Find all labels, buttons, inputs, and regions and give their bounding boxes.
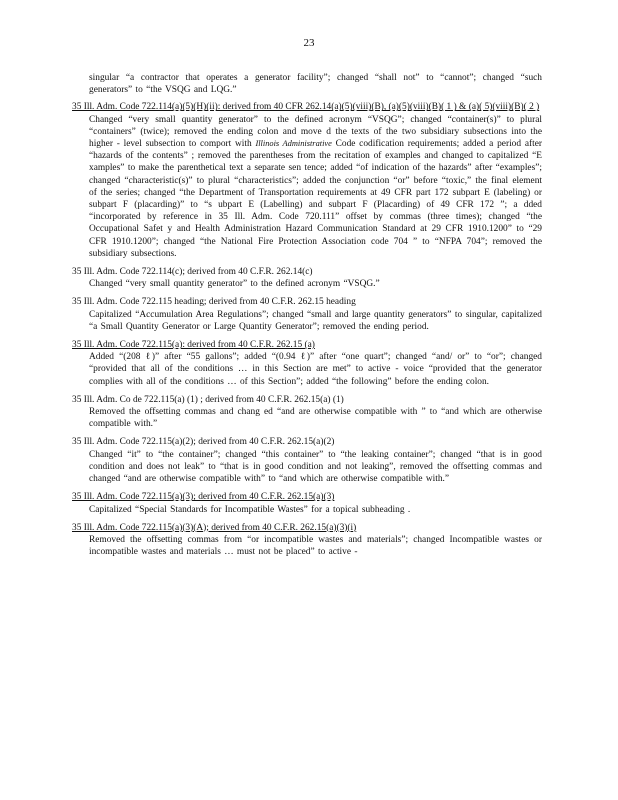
entry-722-115-a (72, 339, 542, 388)
entry-citation: 35 Ill. Adm. Code 722.114(c); derived from 40 C.F.R. 262.14(c) (72, 267, 313, 278)
entry-citation: 35 Ill. Adm. Code 722.115(a)(3)(A); derived from 40 C.F.R. 262.15(a)(3)(i) (72, 522, 357, 533)
entry-text (72, 114, 542, 260)
entry-722-114-a-5-H-ii (72, 101, 542, 260)
entry-text: Changed “it” to “the container”; changed “this container” to “the leaking container”; changed “that is in good condition and does not leak” to “that is in good condition and not leaking”, removed the offsetting commas and changed “and are otherwise compatible with” to “and which are otherwise compatible with.” (89, 449, 542, 485)
entry-722-115-a-3-A (72, 522, 542, 559)
entry-text-part: Changed “very small quantity generator” to the defined acronym “VSQG”; changed “container(s)” to plural “containers” (twice); removed the ending colon and move d the texts of the two subsidiary subsections into the higher - level subsection to comport with (89, 114, 542, 150)
entry-722-115-a-1 (72, 394, 542, 431)
entry-citation: 35 Ill. Adm. Code 722.114(a)(5)(H)(ii): derived from 40 CFR 262.14(a)(5)(viii)(B), (a)(5)(viii)(B)( 1 ) & (a)( 5)(viii)(B)( 2 ) (72, 102, 540, 113)
entry-citation: 35 Ill. Adm. Code 722.115 heading; derived from 40 C.F.R. 262.15 heading (72, 297, 356, 308)
entry-continuation (72, 72, 542, 96)
entry-722-114-c (72, 266, 542, 290)
entry-text: Added “(208 ℓ)” after “55 gallons”; added “(0.94 ℓ)” after “one quart”; changed “and/ or” to “or”; changed “provided that all of the conditions … in this Section are met” to active - voice “provided that the generator complies with all of the conditions … of this Section”; added “the following” before the ending colon. (89, 352, 542, 387)
entry-722-115-a-3 (72, 491, 542, 515)
entry-722-115-a-2 (72, 436, 542, 485)
entry-text: Capitalized “Accumulation Area Regulations”; changed “small and large quantity generators” to singular, capitalized “a Small Quantity Generator or Large Quantity Generator”; removed the ending period. (89, 309, 542, 332)
entry-citation: 35 Ill. Adm. Co de 722.115(a) (1) ; derived from 40 C.F.R. 262.15(a) (1) (72, 394, 344, 405)
entry-text: singular “a contractor that operates a generator facility”; changed “shall not” to “cannot”; changed “such generators” to “the VSQG and LQG.” (89, 73, 542, 96)
document-body (72, 72, 542, 564)
entry-text: Capitalized “Special Standards for Incompatible Wastes” for a topical subheading . (89, 504, 411, 515)
page-number: 23 (303, 37, 315, 49)
entry-citation: 35 Ill. Adm. Code 722.115(a)(3); derived from 40 C.F.R. 262.15(a)(3) (72, 492, 335, 503)
entry-722-115-heading (72, 296, 542, 333)
entry-citation: 35 Ill. Adm. Code 722.115(a): derived from 40 C.F.R. 262.15 (a) (72, 340, 315, 351)
entry-citation: 35 Ill. Adm. Code 722.115(a)(2); derived from 40 C.F.R. 262.15(a)(2) (72, 437, 335, 448)
entry-text: Changed “very small quantity generator” to the defined acronym “VSQG.” (89, 279, 380, 290)
entry-text: Removed the offsetting commas and chang ed “and are otherwise compatible with ” to “and which are otherwise compatible with.” (89, 407, 542, 430)
entry-text-italic: Illinois Administrative (255, 139, 332, 149)
entry-text-part: Code codification requirements; added a period after “hazards of the contents” ; removed the parentheses from the recitation of examples and changed to capitalized “E xamples” to make the parenthetical text a separate sen tence; added “of indication of the hazards” after “examples”; changed “characteristic(s)” to plural “characteristics”; added the conjunction “or” before “toxic,” the final element of the series; changed “the Department of Transportation requirements at 49 CFR part 172 subpart E (labeling) or subpart F (placarding)” to “s ubpart E (Labelling) and subpart F (Placarding) of 49 CFR 172 ”; a dded “incorporated by reference in 35 Ill. Adm. Code 720.111” offset by commas (three times); changed “the Occupational Safet y and Health Administration Hazard Communication Standard at 29 CFR 1910.1200” to “29 CFR 1910.1200”; changed “the National Fire Protection Association code 704 ” to “NFPA 704”; removed the subsidiary subsections. (89, 139, 542, 259)
entry-text: Removed the offsetting commas from “or incompatible wastes and materials”; changed Incompatible wastes or incompatible wastes and materials … must not be placed” to active - (89, 534, 542, 558)
